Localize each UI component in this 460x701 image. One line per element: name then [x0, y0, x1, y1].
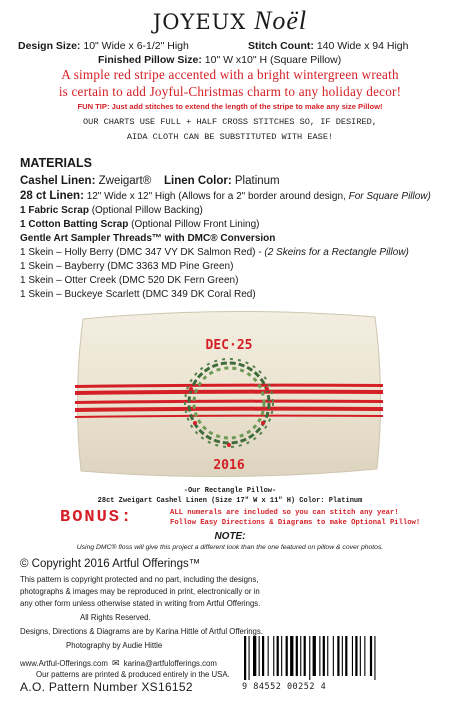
printed-usa: Our patterns are printed & produced entirely in the USA. [36, 670, 230, 679]
barcode-bar [290, 636, 293, 676]
legal-line-6: Photography by Audie Hittle [66, 641, 163, 650]
barcode-bar [345, 636, 347, 676]
website-link[interactable]: www.Artful-Offerings.com [20, 659, 108, 668]
barcode-bar [253, 636, 256, 676]
barcode-bar [364, 636, 365, 676]
barcode-bar [360, 636, 361, 676]
caption-line-2: 28ct Zweigart Cashel Linen (Size 17" W x 11" H) Color: Platinum [97, 497, 363, 505]
charts-note-2: AIDA CLOTH CAN BE SUBSTITUTED WITH EASE! [126, 132, 334, 142]
legal-line-3: any other form unless otherwise stated in writing from Artful Offerings. [20, 599, 261, 608]
material-28ct: 28 ct Linen: 12" Wide x 12" High (Allows for a 2" border around design, For Square Pillow) [20, 190, 431, 202]
barcode-bar [277, 636, 279, 676]
materials-heading: MATERIALS [20, 156, 92, 170]
material-cashel-linen: Cashel Linen: Zweigart® Linen Color: Platinum [20, 175, 280, 187]
material-fabric-scrap: 1 Fabric Scrap (Optional Pillow Backing) [20, 205, 203, 216]
barcode-bar [323, 636, 325, 676]
caption-line-1: -Our Rectangle Pillow- [183, 487, 277, 495]
stitch-count: Stitch Count: 140 Wide x 94 High [248, 40, 409, 52]
legal-line-5: Designs, Directions & Diagrams are by Karina Hittle of Artful Offerings. [20, 627, 263, 636]
barcode-bar [262, 636, 264, 676]
note-heading: NOTE: [214, 531, 246, 542]
note-text: Using DMC® floss will give this project a different look than the one featured on pillow & cover photos. [76, 544, 384, 551]
barcode-bar [352, 636, 353, 676]
skein-buckeye-scarlett: 1 Skein – Buckeye Scarlett (DMC 349 DK Coral Red) [20, 289, 256, 300]
barcode-bar [355, 636, 357, 676]
legal-line-2: photographs & images may be reproduced in print, electronically or in [20, 587, 260, 596]
skein-otter-creek: 1 Skein – Otter Creek (DMC 520 DK Fern Green) [20, 275, 239, 286]
barcode-bar [249, 636, 250, 680]
contact-line [20, 658, 217, 669]
skein-bayberry: 1 Skein – Bayberry (DMC 3363 MD Pine Green) [20, 261, 234, 272]
pillow-top-text: DEC·25 [205, 338, 253, 353]
email-icon: ✉ [111, 658, 120, 668]
barcode-bar [309, 636, 310, 680]
barcode-bar [333, 636, 334, 676]
barcode-bar [244, 636, 246, 680]
barcode-bar [259, 636, 260, 676]
barcode-bar [281, 636, 282, 676]
threads-heading: Gentle Art Sampler Threads™ with DMC® Conversion [20, 233, 276, 244]
barcode-bar [304, 636, 306, 676]
barcode-bar [327, 636, 328, 676]
barcode-bar [286, 636, 288, 676]
barcode-bar [273, 636, 274, 676]
barcode-bar [296, 636, 298, 676]
copyright: © Copyright 2016 Artful Offerings™ [20, 558, 201, 570]
barcode-bar [342, 636, 343, 676]
finished-size: Finished Pillow Size: 10" W x10" H (Square Pillow) [98, 54, 342, 66]
barcode [236, 636, 436, 680]
barcode-bar [268, 636, 269, 676]
barcode-bar [370, 636, 372, 676]
bonus-text: ALL numerals are included so you can stitch any year! Follow Easy Directions & Diagrams to make Optional Pillow! [170, 509, 421, 527]
barcode-bar [337, 636, 339, 676]
fun-tip: FUN TIP: Just add stitches to extend the length of the stripe to make any size Pillow! [77, 102, 383, 111]
title-main: JOYEUX [152, 10, 247, 34]
barcode-bar [313, 636, 316, 676]
charts-note-1: OUR CHARTS USE FULL + HALF CROSS STITCHES SO, IF DESIRED, [83, 117, 377, 127]
barcode-bar [300, 636, 301, 676]
material-batting: 1 Cotton Batting Scrap (Optional Pillow Front Lining) [20, 219, 260, 230]
title-script: Noël [254, 6, 308, 35]
page-title [0, 6, 460, 36]
legal-line-1: This pattern is copyright protected and no part, including the designs, [20, 575, 259, 584]
legal-line-4: All Rights Reserved. [80, 613, 151, 622]
email-link[interactable]: karina@artfulofferings.com [123, 659, 217, 668]
design-size: Design Size: 10" Wide x 6-1/2" High [18, 40, 189, 52]
barcode-bar [319, 636, 320, 676]
pillow-photo [73, 305, 385, 481]
headline-line-1: A simple red stripe accented with a bright wintergreen wreath [61, 67, 399, 82]
bonus-word: BONUS: [60, 508, 134, 527]
headline-line-2: is certain to add Joyful-Christmas charm to any holiday decor! [58, 84, 402, 99]
pattern-number: A.O. Pattern Number XS16152 [20, 680, 193, 694]
barcode-digits: 9 84552 00252 4 [242, 682, 327, 692]
barcode-bar [374, 636, 375, 680]
pillow-bottom-text: 2016 [213, 458, 245, 473]
skein-holly-berry: 1 Skein – Holly Berry (DMC 347 VY DK Salmon Red) - (2 Skeins for a Rectangle Pillow) [20, 247, 409, 258]
